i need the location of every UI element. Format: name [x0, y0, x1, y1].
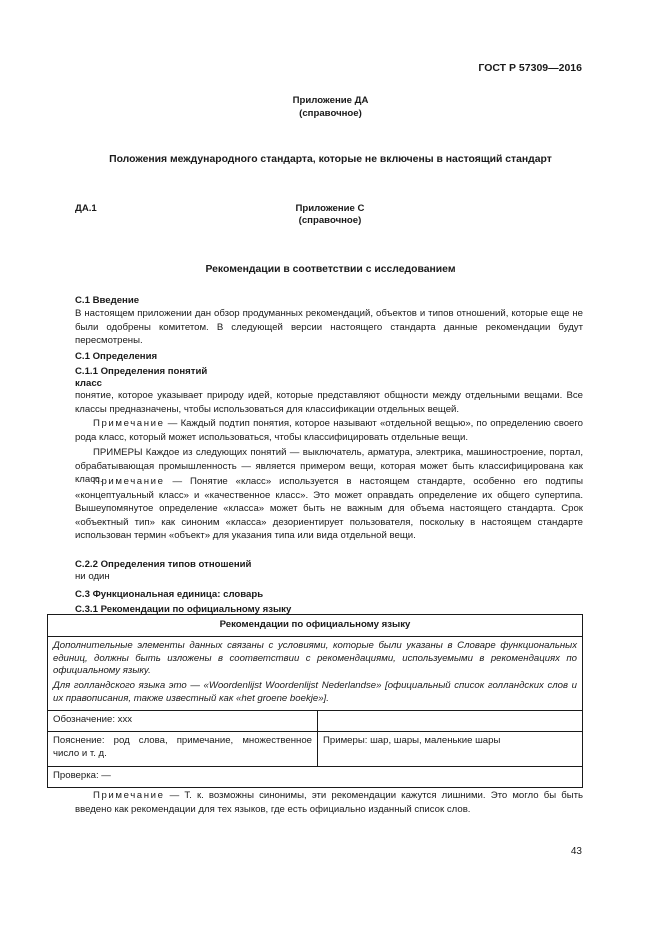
term-class: класс [75, 378, 103, 389]
c3-heading: С.3 Функциональная единица: словарь [75, 589, 264, 600]
final-note-text: — Т. к. возможны синонимы, эти рекомендации кажутся лишними. Это могло бы быть введено как рекомендации для тех языков, где есть официально изданный список слов. [75, 790, 583, 815]
check-cell: Проверка: — [48, 766, 583, 787]
definition-class: понятие, которое указывает природу идей, которые представляют общности между отдельными вещами. Все классы предназначены, чтобы использоваться для классификации отдельных вещей. [75, 390, 583, 415]
annex-c-subtitle: (справочное) [298, 215, 362, 226]
note-1-label: Примечание [93, 418, 165, 429]
c31-heading: С.3.1 Рекомендации по официальному языку [75, 604, 292, 615]
designation-cell: Обозначение: ххх [48, 710, 318, 731]
table-para-1: Дополнительные элементы данных связаны с условиями, которые были указаны в Словаре функциональных единиц, должны быть изложены в соответствии с рекомендациями, используемыми в рекомендациях по официальному языку. [53, 639, 577, 677]
note-2-text: — Понятие «класс» используется в настоящем стандарте, особенно его подтипы «концептуальный класс» и «качественное класс». Это может оправдать определение их общего супертипа. Вышеупомянутое определение «класса» может быть не важным для объема настоящего стандарта. Срок «объектный тип» как синоним «класса» дезориентирует пользователя, поскольку в настоящем стандарте использован термин «объект» для указания типа или вида отдельной вещи. [75, 476, 583, 542]
note-1-text: — Каждый подтип понятия, которое называют «отдельной вещью», по определению своего рода класс, который может использоваться, чтобы классифицировать отдельные вещи. [75, 418, 583, 443]
section-title: Положения международного стандарта, которые не включены в настоящий стандарт [109, 154, 552, 165]
page-number: 43 [570, 846, 582, 857]
annex-da-title: Приложение ДА [292, 95, 369, 106]
table-title: Рекомендации по официальному языку [48, 615, 583, 637]
annex-c-title: Приложение С [295, 203, 365, 214]
examples-text: ПРИМЕРЫ Каждое из следующих понятий — выключатель, арматура, электрика, машиностроение, портал, обрабатывающая промышленность — является примером вещи, которая может быть классифицирована как класс. [75, 447, 583, 486]
note-2-label: Примечание [93, 476, 165, 487]
main-title: Рекомендации в соответствии с исследованием [205, 264, 456, 275]
designation-empty-cell [318, 710, 583, 731]
annex-da-subtitle: (справочное) [299, 108, 362, 119]
final-note [75, 789, 583, 816]
final-note-label: Примечание [93, 790, 165, 801]
c1-def-heading: С.1 Определения [75, 351, 158, 362]
note-1 [75, 417, 583, 444]
note-2 [75, 475, 583, 543]
recommendations-table [47, 614, 583, 788]
table-intro [48, 636, 583, 710]
c22-heading: С.2.2 Определения типов отношений [75, 559, 252, 570]
c1-text: В настоящем приложении дан обзор продуманных рекомендаций, объектов и типов отношений, которые еще не были одобрены комитетом. В следующей версии настоящего стандарта данные рекомендации будут пересмотрены. [75, 308, 583, 347]
table-para-2: Для голландского языка это — «Woordenlijst Woordenlijst Nederlandse» [официальный список голландских слов и их правописания, также известный как «het groene boekje»]. [53, 680, 577, 704]
da1-label: ДА.1 [75, 203, 97, 214]
explanation-cell: Пояснение: род слова, примечание, множественное число и т. д. [48, 731, 318, 766]
c22-text: ни один [75, 571, 110, 582]
c111-heading: С.1.1 Определения понятий [75, 366, 208, 377]
c1-heading: С.1 Введение [75, 295, 140, 306]
doc-code: ГОСТ Р 57309—2016 [478, 62, 582, 74]
examples-cell: Примеры: шар, шары, маленькие шары [318, 731, 583, 766]
